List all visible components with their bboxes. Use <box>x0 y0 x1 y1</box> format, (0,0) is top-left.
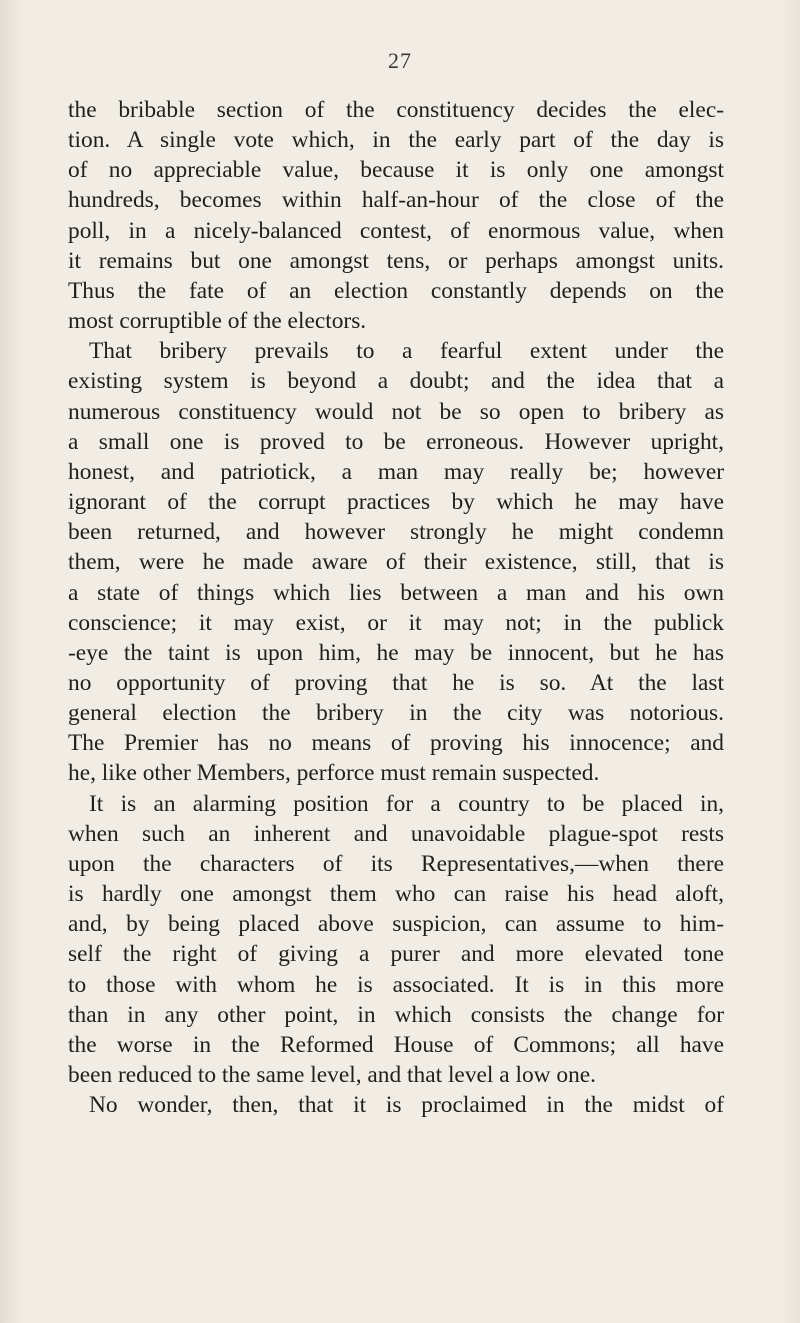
text-line: been reduced to the same level, and that level a low one. <box>68 1062 597 1088</box>
text-line: hundreds, becomes within half-an-hour of the close of the <box>68 187 724 214</box>
text-line: to those with whom he is associated. It is in this more <box>68 971 724 998</box>
text-line: is hardly one amongst them who can raise his head aloft, <box>68 881 724 908</box>
text-line: of no appreciable value, because it is only one amongst <box>68 157 724 184</box>
text-line: been returned, and however strongly he might condemn <box>68 519 724 546</box>
paragraph <box>68 1090 788 1120</box>
text-line: he, like other Members, perforce must remain suspected. <box>68 760 600 787</box>
text-line: upon the characters of its Representatives,—when there <box>68 850 724 877</box>
text-line: The Premier has no means of proving his innocence; and <box>68 730 724 757</box>
text-line: ignorant of the corrupt practices by which he may have <box>68 489 724 516</box>
text-line: existing system is beyond a doubt; and the idea that a <box>68 368 724 395</box>
paragraph <box>68 95 788 336</box>
text-line: the bribable section of the constituency decides the elec- <box>68 97 724 123</box>
text-line: It is an alarming position for a country to be placed in, <box>89 790 724 817</box>
paragraph <box>68 336 788 788</box>
text-line: Thus the fate of an election constantly depends on the <box>68 277 724 304</box>
text-line: self the right of giving a purer and more elevated tone <box>68 941 724 968</box>
text-line: tion. A single vote which, in the early part of the day is <box>68 127 724 154</box>
text-line: That bribery prevails to a fearful extent under the <box>89 338 724 365</box>
text-line: than in any other point, in which consists the change for <box>68 1001 724 1028</box>
text-line: poll, in a nicely-balanced contest, of enormous value, when <box>68 217 724 244</box>
text-line: general election the bribery in the city was notorious. <box>68 700 724 727</box>
text-line: the worse in the Reformed House of Commons; all have <box>68 1031 724 1058</box>
text-line: honest, and patriotick, a man may really be; however <box>68 458 724 485</box>
text-line: when such an inherent and unavoidable plague-spot rests <box>68 820 724 847</box>
body-text <box>68 95 788 1120</box>
paragraph <box>68 789 788 1091</box>
page-number: 27 <box>388 48 412 73</box>
text-line: and, by being placed above suspicion, can assume to him- <box>68 911 724 938</box>
text-line: it remains but one amongst tens, or perhaps amongst units. <box>68 247 724 274</box>
text-line: them, were he made aware of their existence, still, that is <box>68 549 724 576</box>
text-line: no opportunity of proving that he is so. At the last <box>68 669 724 696</box>
text-line: conscience; it may exist, or it may not; in the publick <box>68 609 724 636</box>
text-line: -eye the taint is upon him, he may be innocent, but he has <box>68 639 724 666</box>
text-line: a small one is proved to be erroneous. However upright, <box>68 428 724 455</box>
text-line: most corruptible of the electors. <box>68 308 367 335</box>
text-line: numerous constituency would not be so open to bribery as <box>68 398 724 425</box>
text-line: a state of things which lies between a man and his own <box>68 579 724 606</box>
text-line: No wonder, then, that it is proclaimed in the midst of <box>89 1092 724 1119</box>
